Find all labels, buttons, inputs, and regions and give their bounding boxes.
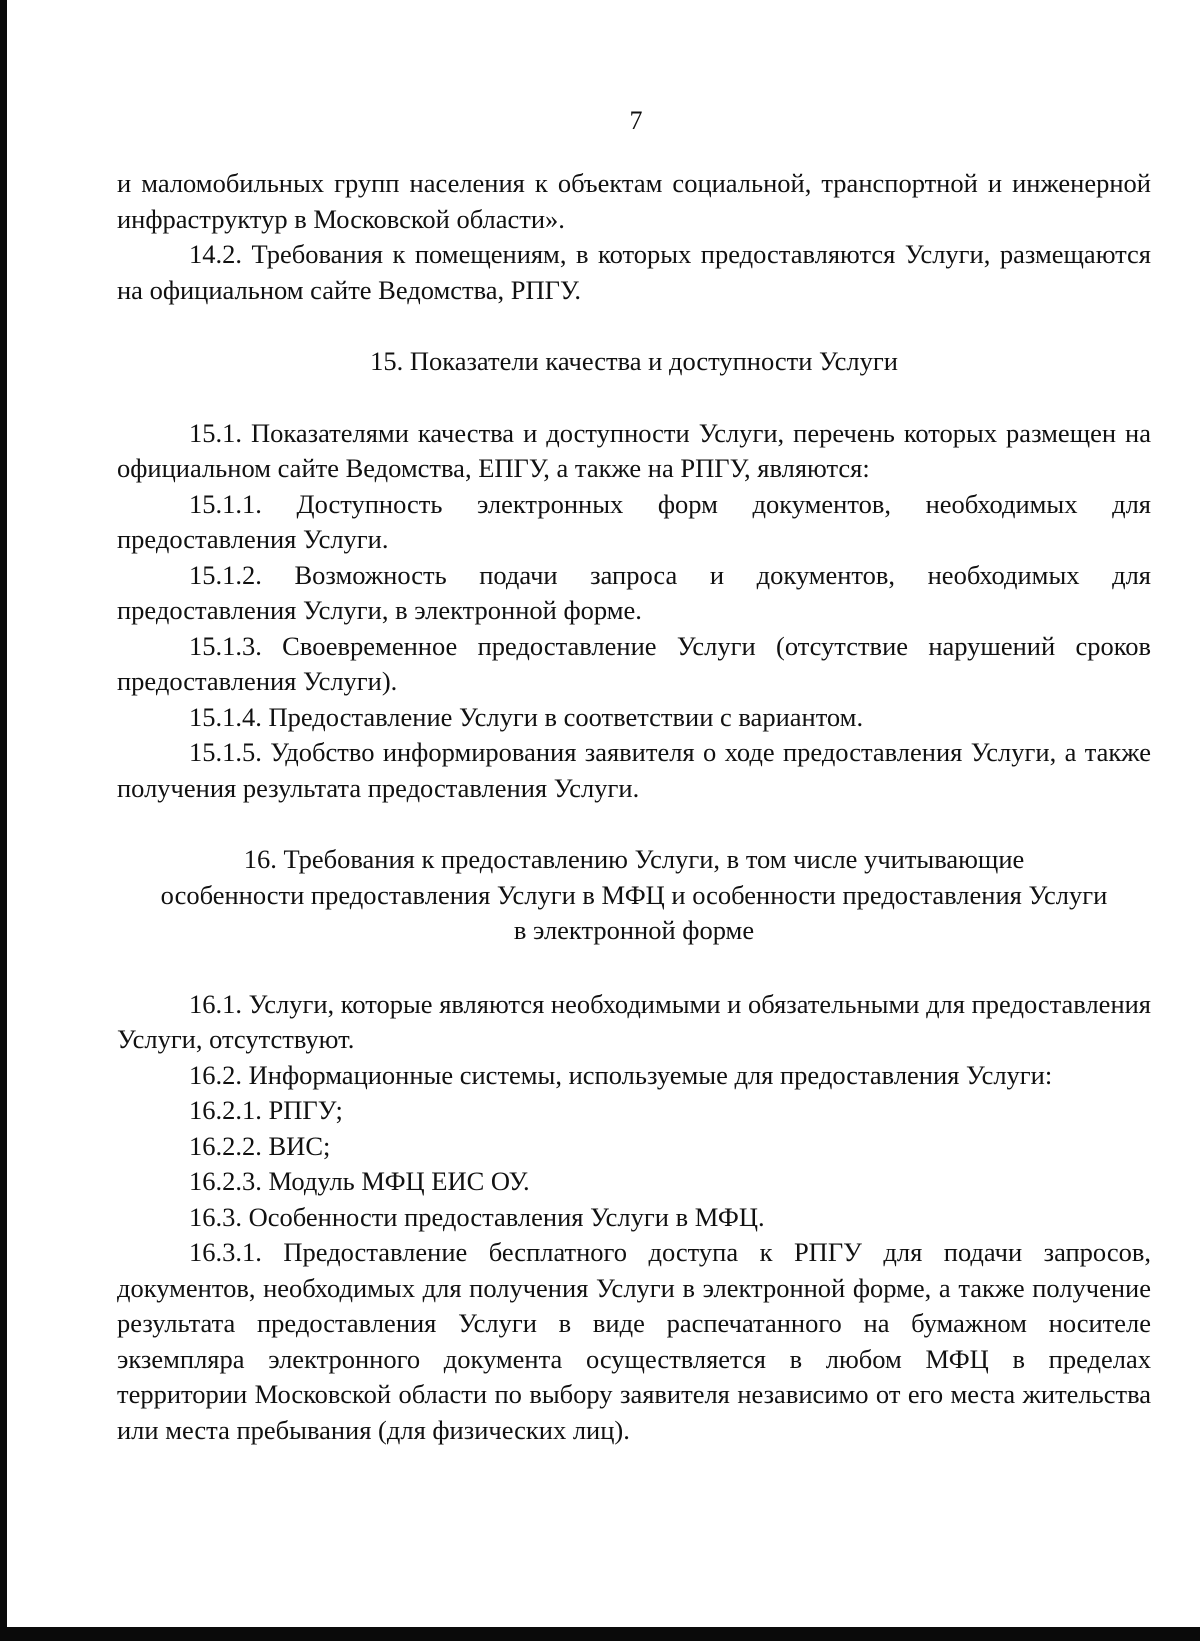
continuation-paragraph: и маломобильных групп населения к объектам социальной, транспортной и инженерной инфраструктур в Московской области». [117, 168, 1151, 234]
paragraph-16-2-2: 16.2.2. ВИС; [189, 1130, 331, 1161]
paragraph-16-2-1: 16.2.1. РПГУ; [189, 1095, 343, 1125]
paragraph-16-2: 16.2. Информационные системы, используемые для предоставления Услуги: [189, 1059, 1053, 1090]
document-body [117, 166, 1151, 1448]
section-15-heading: 15. Показатели качества и доступности Услуги [370, 346, 898, 376]
section-16-heading-line-2: особенности предоставления Услуги в МФЦ и особенности предоставления Услуги [160, 879, 1108, 910]
paragraph-15-1-5: 15.1.5. Удобство информирования заявителя о ходе предоставления Услуги, а также получения результата предоставления Услуги. [117, 737, 1151, 803]
section-16-heading-line-3: в электронной форме [513, 915, 755, 945]
section-16-heading [117, 842, 1151, 949]
paragraph-14-2: 14.2. Требования к помещениям, в которых предоставляются Услуги, размещаются на официальном сайте Ведомства, РПГУ. [117, 239, 1151, 305]
page-number: 7 [629, 106, 643, 135]
scan-edge-bottom [0, 1627, 1200, 1641]
section-16-body [117, 987, 1151, 1449]
paragraph-15-1-4: 15.1.4. Предоставление Услуги в соответствии с вариантом. [189, 701, 864, 732]
paragraph-16-2-3: 16.2.3. Модуль МФЦ ЕИС ОУ. [189, 1166, 530, 1196]
paragraph-15-1-2: 15.1.2. Возможность подачи запроса и документов, необходимых для предоставления Услуги, в электронной форме. [117, 559, 1151, 625]
scan-edge-left [0, 0, 7, 1641]
paragraph-15-1-1: 15.1.1. Доступность электронных форм документов, необходимых для предоставления Услуги. [117, 488, 1151, 554]
paragraph-16-1: 16.1. Услуги, которые являются необходимыми и обязательными для предоставления Услуги, отсутствуют. [117, 988, 1151, 1054]
paragraph-15-1-3: 15.1.3. Своевременное предоставление Услуги (отсутствие нарушений сроков предоставления Услуги). [117, 630, 1151, 696]
paragraph-16-3-1: 16.3.1. Предоставление бесплатного доступа к РПГУ для подачи запросов, документов, необходимых для получения Услуги в электронной форме, а также получение результата предоставления Услуги в виде распечатанного на бумажном носителе экземпляра электронного документа осуществляется в любом МФЦ в пределах территории Московской области по выбору заявителя независимо от его места жительства или места пребывания (для физических лиц). [117, 1237, 1151, 1445]
paragraph-16-3: 16.3. Особенности предоставления Услуги в МФЦ. [189, 1201, 765, 1232]
section-16-heading-line-1: 16. Требования к предоставлению Услуги, в том числе учитывающие [243, 844, 1025, 874]
paragraph-15-1: 15.1. Показателями качества и доступности Услуги, перечень которых размещен на официальном сайте Ведомства, ЕПГУ, а также на РПГУ, являются: [117, 417, 1151, 483]
section-15-body [117, 416, 1151, 807]
